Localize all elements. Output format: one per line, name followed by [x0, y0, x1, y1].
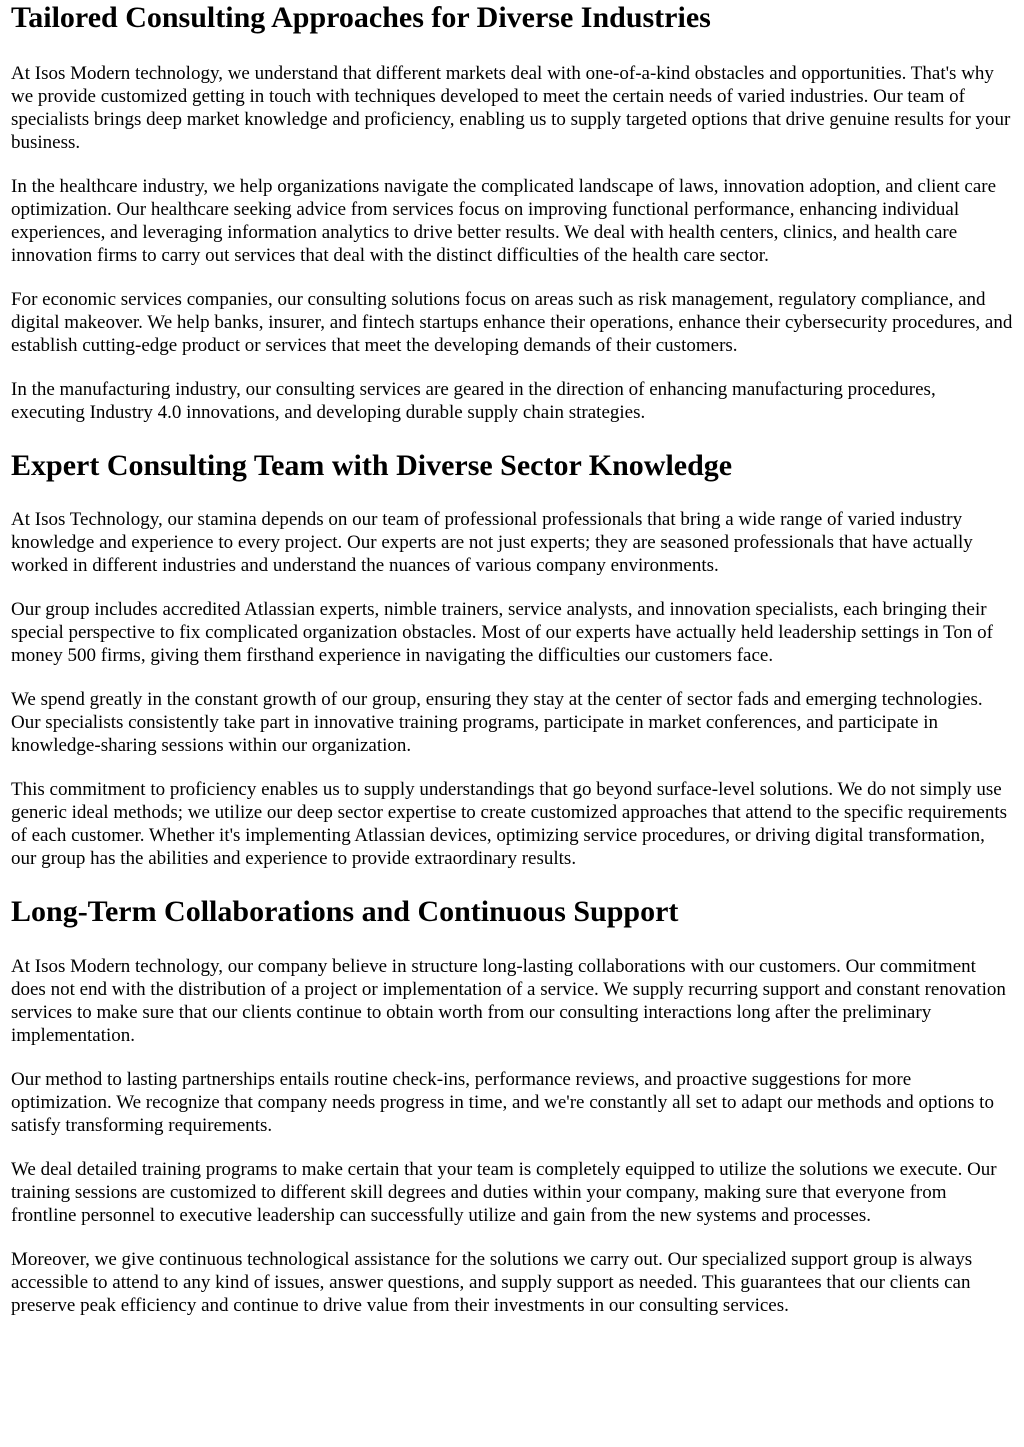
paragraph: We spend greatly in the constant growth of our group, ensuring they stay at the center of sector fads and emerging technologies. Our specialists consistently take part in innovative training programs, participate in market conferences, and participate in knowledge-sharing sessions within our organization. [11, 689, 983, 756]
paragraph: At Isos Modern technology, we understand that different markets deal with one-of-a-kind obstacles and opportunities. That's why we provide customized getting in touch with techniques developed to meet the certain needs of varied industries. Our team of specialists brings deep market knowledge and proficiency, enabling us to supply targeted options that drive genuine results for your business. [11, 63, 1011, 153]
paragraph: We deal detailed training programs to make certain that your team is completely equipped to utilize the solutions we execute. Our training sessions are customized to different skill degrees and duties within your company, making sure that everyone from frontline personnel to executive leadership can successfully utilize and gain from the new systems and processes. [11, 1159, 997, 1226]
paragraph: In the manufacturing industry, our consulting services are geared in the direction of enhancing manufacturing procedures, executing Industry 4.0 innovations, and developing durable supply chain strategies. [11, 379, 936, 423]
section-heading: Expert Consulting Team with Diverse Sector Knowledge [11, 449, 733, 482]
section-expert-team [11, 449, 1014, 870]
paragraph: Moreover, we give continuous technological assistance for the solutions we carry out. Our specialized support group is always accessible to attend to any kind of issues, answer questions, and supply support as needed. This guarantees that our clients can preserve peak efficiency and continue to drive value from their investments in our consulting services. [11, 1249, 973, 1316]
paragraph: This commitment to proficiency enables us to supply understandings that go beyond surface-level solutions. We do not simply use generic ideal methods; we utilize our deep sector expertise to create customized approaches that attend to the specific requirements of each customer. Whether it's implementing Atlassian devices, optimizing service procedures, or driving digital transformation, our group has the abilities and experience to provide extraordinary results. [11, 779, 1008, 869]
section-tailored-consulting [11, 1, 1014, 424]
paragraph: Our method to lasting partnerships entails routine check-ins, performance reviews, and proactive suggestions for more optimization. We recognize that company needs progress in time, and we're constantly all set to adapt our methods and options to satisfy transforming requirements. [11, 1069, 994, 1136]
paragraph: At Isos Technology, our stamina depends on our team of professional professionals that bring a wide range of varied industry knowledge and experience to every project. Our experts are not just experts; they are seasoned professionals that have actually worked in different industries and understand the nuances of various company environments. [11, 509, 973, 576]
section-heading: Long-Term Collaborations and Continuous Support [11, 895, 679, 928]
paragraph: For economic services companies, our consulting solutions focus on areas such as risk management, regulatory compliance, and digital makeover. We help banks, insurer, and fintech startups enhance their operations, enhance their cybersecurity procedures, and establish cutting-edge product or services that meet the developing demands of their customers. [11, 289, 1013, 356]
paragraph: Our group includes accredited Atlassian experts, nimble trainers, service analysts, and innovation specialists, each bringing their special perspective to fix complicated organization obstacles. Most of our experts have actually held leadership settings in Ton of money 500 firms, giving them firsthand experience in navigating the difficulties our customers face. [11, 599, 993, 666]
paragraph: At Isos Modern technology, our company believe in structure long-lasting collaborations with our customers. Our commitment does not end with the distribution of a project or implementation of a service. We supply recurring support and constant renovation services to make sure that our clients continue to obtain worth from our consulting interactions long after the preliminary implementation. [11, 956, 1006, 1046]
paragraph: In the healthcare industry, we help organizations navigate the complicated landscape of laws, innovation adoption, and client care optimization. Our healthcare seeking advice from services focus on improving functional performance, enhancing individual experiences, and leveraging information analytics to drive better results. We deal with health centers, clinics, and health care innovation firms to carry out services that deal with the distinct difficulties of the health care sector. [11, 176, 997, 266]
section-long-term-support [11, 895, 1014, 1317]
section-heading: Tailored Consulting Approaches for Diverse Industries [11, 1, 711, 34]
